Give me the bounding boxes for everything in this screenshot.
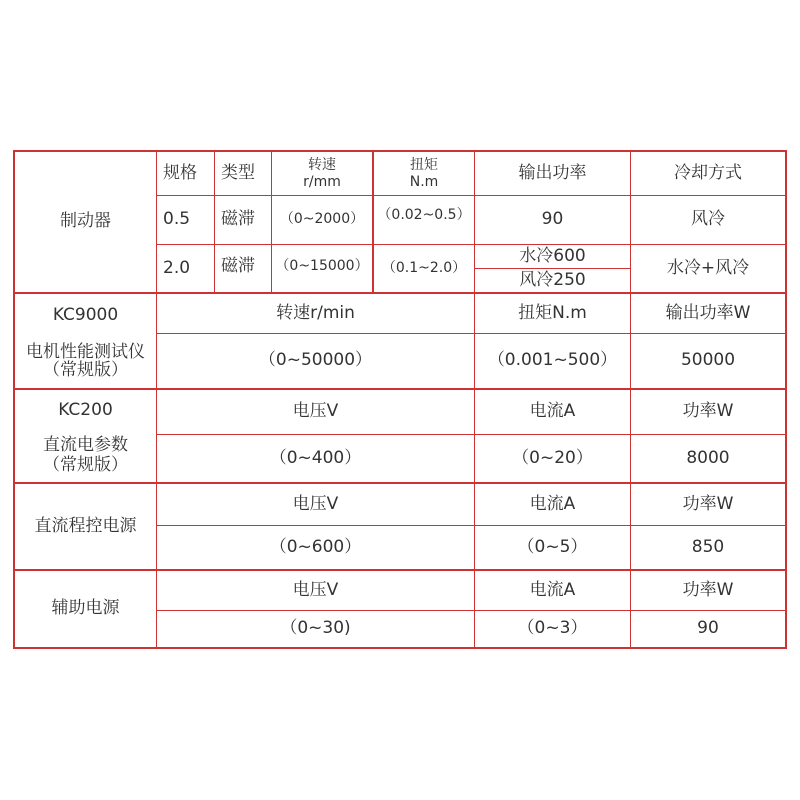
kc200-value-power: 8000: [686, 447, 730, 468]
brake-header-spec: 规格: [163, 162, 197, 183]
aux-supply-header-current: 电流A: [529, 579, 576, 600]
kc200-value-voltage: （0~400）: [269, 447, 362, 468]
brake-header-power: 输出功率: [518, 162, 587, 183]
kc200-name: 直流电参数: [43, 435, 128, 456]
dc-supply-value-power: 850: [691, 536, 725, 557]
table-border-right: [785, 150, 787, 649]
dc-supply-name: 直流程控电源: [34, 515, 137, 536]
table-border-bottom: [13, 647, 787, 649]
kc200-model: KC200: [58, 400, 113, 421]
brake-header-speed: 转速 r/mm: [303, 157, 341, 190]
dc-supply-header-power: 功率W: [682, 493, 734, 514]
brake-row2-spec: 2.0: [163, 257, 191, 278]
kc9000-header-speed: 转速r/min: [276, 302, 355, 323]
brake-row2-type: 磁滞: [221, 255, 255, 276]
aux-supply-header-power: 功率W: [682, 579, 734, 600]
brake-row1-spec: 0.5: [163, 209, 191, 230]
brake-row1-torque: （0.02~0.5）: [377, 207, 471, 224]
kc200-header-power: 功率W: [682, 401, 734, 422]
dc-supply-header-current: 电流A: [529, 493, 576, 514]
brake-header-type: 类型: [221, 162, 255, 183]
brake-header-cooling: 冷却方式: [674, 162, 742, 183]
aux-supply-value-power: 90: [697, 618, 719, 639]
kc9000-value-speed: （0~50000）: [258, 350, 373, 371]
brake-row1-cooling: 风冷: [691, 209, 725, 230]
kc9000-model: KC9000: [52, 305, 119, 326]
brake-row1-power: 90: [541, 209, 564, 230]
dc-supply-header-voltage: 电压V: [292, 493, 339, 514]
kc9000-edition: （常规版）: [43, 360, 128, 381]
kc200-header-voltage: 电压V: [292, 401, 339, 422]
brake-row2-torque: （0.1~2.0）: [381, 259, 467, 276]
brake-header-torque: 扭矩 N.m: [409, 157, 439, 190]
kc9000-header-torque: 扭矩N.m: [518, 302, 587, 323]
kc9000-name: 电机性能测试仪: [26, 342, 145, 363]
aux-supply-header-voltage: 电压V: [292, 579, 339, 600]
brake-row1-type: 磁滞: [221, 209, 255, 230]
brake-row1-speed: （0~2000）: [279, 211, 365, 228]
kc200-edition: （常规版）: [43, 455, 128, 476]
aux-supply-value-current: （0~3）: [517, 618, 588, 639]
aux-supply-name: 辅助电源: [51, 598, 120, 619]
brake-row2-cooling: 水冷+风冷: [666, 257, 750, 278]
brake-row2-power-air: 风冷250: [519, 269, 586, 290]
dc-supply-value-current: （0~5）: [517, 536, 588, 557]
kc200-value-current: （0~20）: [512, 447, 593, 468]
kc9000-value-torque: （0.001~500）: [487, 350, 618, 371]
brake-title: 制动器: [60, 211, 111, 232]
brake-row2-power-water: 水冷600: [519, 245, 586, 266]
brake-row2-speed: （0~15000）: [275, 257, 369, 274]
aux-supply-value-voltage: （0~30): [280, 618, 351, 639]
kc9000-header-power: 输出功率W: [665, 302, 751, 323]
kc9000-value-power: 50000: [680, 350, 736, 371]
dc-supply-value-voltage: （0~600）: [269, 536, 362, 557]
kc200-header-current: 电流A: [529, 401, 576, 422]
